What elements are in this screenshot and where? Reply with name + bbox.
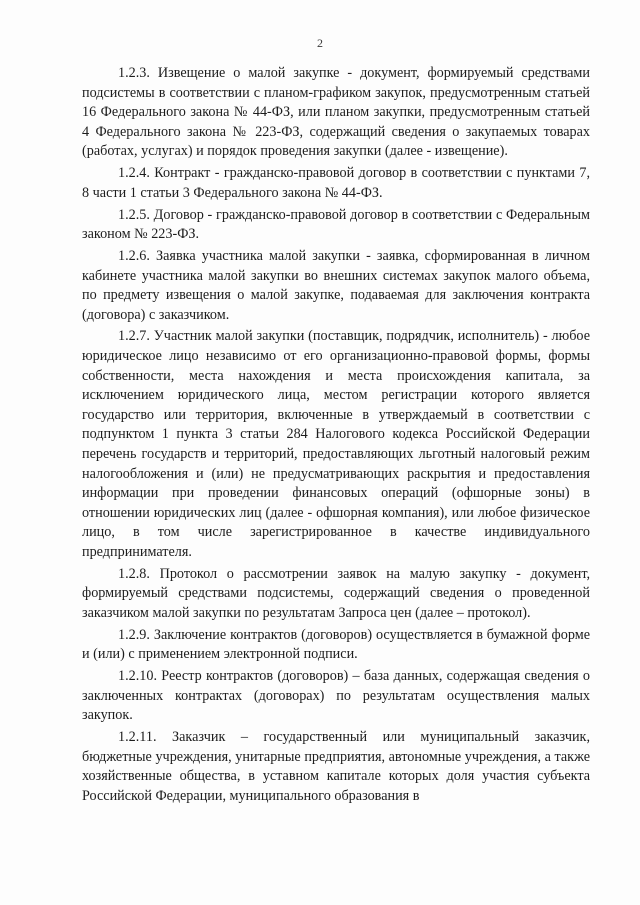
paragraph-1-2-3: 1.2.3. Извещение о малой закупке - документ, формируемый средствами подсистемы в соответствии с планом-графиком закупок, предусмотренным статьей 16 Федерального закона № 44-ФЗ, или планом закупки, предусмотренным статьей 4 Федерального закона № 223-ФЗ, содержащий сведения о закупаемых товарах (работах, услугах) и порядок проведения закупки (далее - извещение).	[82, 65, 590, 160]
paragraph-1-2-4: 1.2.4. Контракт - гражданско-правовой договор в соответствии с пунктами 7, 8 части 1 статьи 3 Федерального закона № 44-ФЗ.	[82, 165, 590, 201]
document-body	[82, 64, 590, 809]
paragraph-1-2-9: 1.2.9. Заключение контрактов (договоров) осуществляется в бумажной форме и (или) с применением электронной подписи.	[82, 626, 590, 663]
paragraph-1-2-10: 1.2.10. Реестр контрактов (договоров) – база данных, содержащая сведения о заключенных контрактах (договорах) по результатам осуществления малых закупок.	[82, 668, 590, 724]
paragraph-1-2-5: 1.2.5. Договор - гражданско-правовой договор в соответствии с Федеральным законом № 223-ФЗ.	[82, 206, 590, 243]
paragraph-1-2-7: 1.2.7. Участник малой закупки (поставщик, подрядчик, исполнитель) - любое юридическое лицо независимо от его организационно-правовой формы, формы собственности, места нахождения и места происхождения капитала, за исключением юридического лица, местом регистрации которого является государство или территория, включенные в утверждаемый в соответствии с подпунктом 1 пункта 3 статьи 284 Налогового кодекса Российской Федерации перечень государств и территорий, предоставляющих льготный налоговый режим налогообложения и (или) не предусматривающих раскрытия и предоставления информации при проведении финансовых операций (офшорные зоны) в отношении юридических лиц (далее - офшорная компания), или любое физическое лицо, в том числе зарегистрированное в качестве индивидуального предпринимателя.	[82, 328, 590, 560]
paragraph-1-2-11: 1.2.11. Заказчик – государственный или муниципальный заказчик, бюджетные учреждения, унитарные предприятия, автономные учреждения, а также хозяйственные общества, в уставном капитале которых доля участия субъекта Российской Федерации, муниципального образования в	[82, 729, 590, 804]
paragraph-1-2-6: 1.2.6. Заявка участника малой закупки - заявка, сформированная в личном кабинете участника малой закупки во внешних системах закупок малого объема, по предмету извещения о малой закупке, подаваемая для заключения контракта (договора) с заказчиком.	[82, 247, 590, 323]
paragraph-1-2-8: 1.2.8. Протокол о рассмотрении заявок на малую закупку - документ, формируемый средствами подсистемы, содержащий сведения о проведенной заказчиком малой закупки по результатам Запроса цен (далее – протокол).	[82, 565, 590, 621]
page-number: 2	[317, 36, 323, 50]
